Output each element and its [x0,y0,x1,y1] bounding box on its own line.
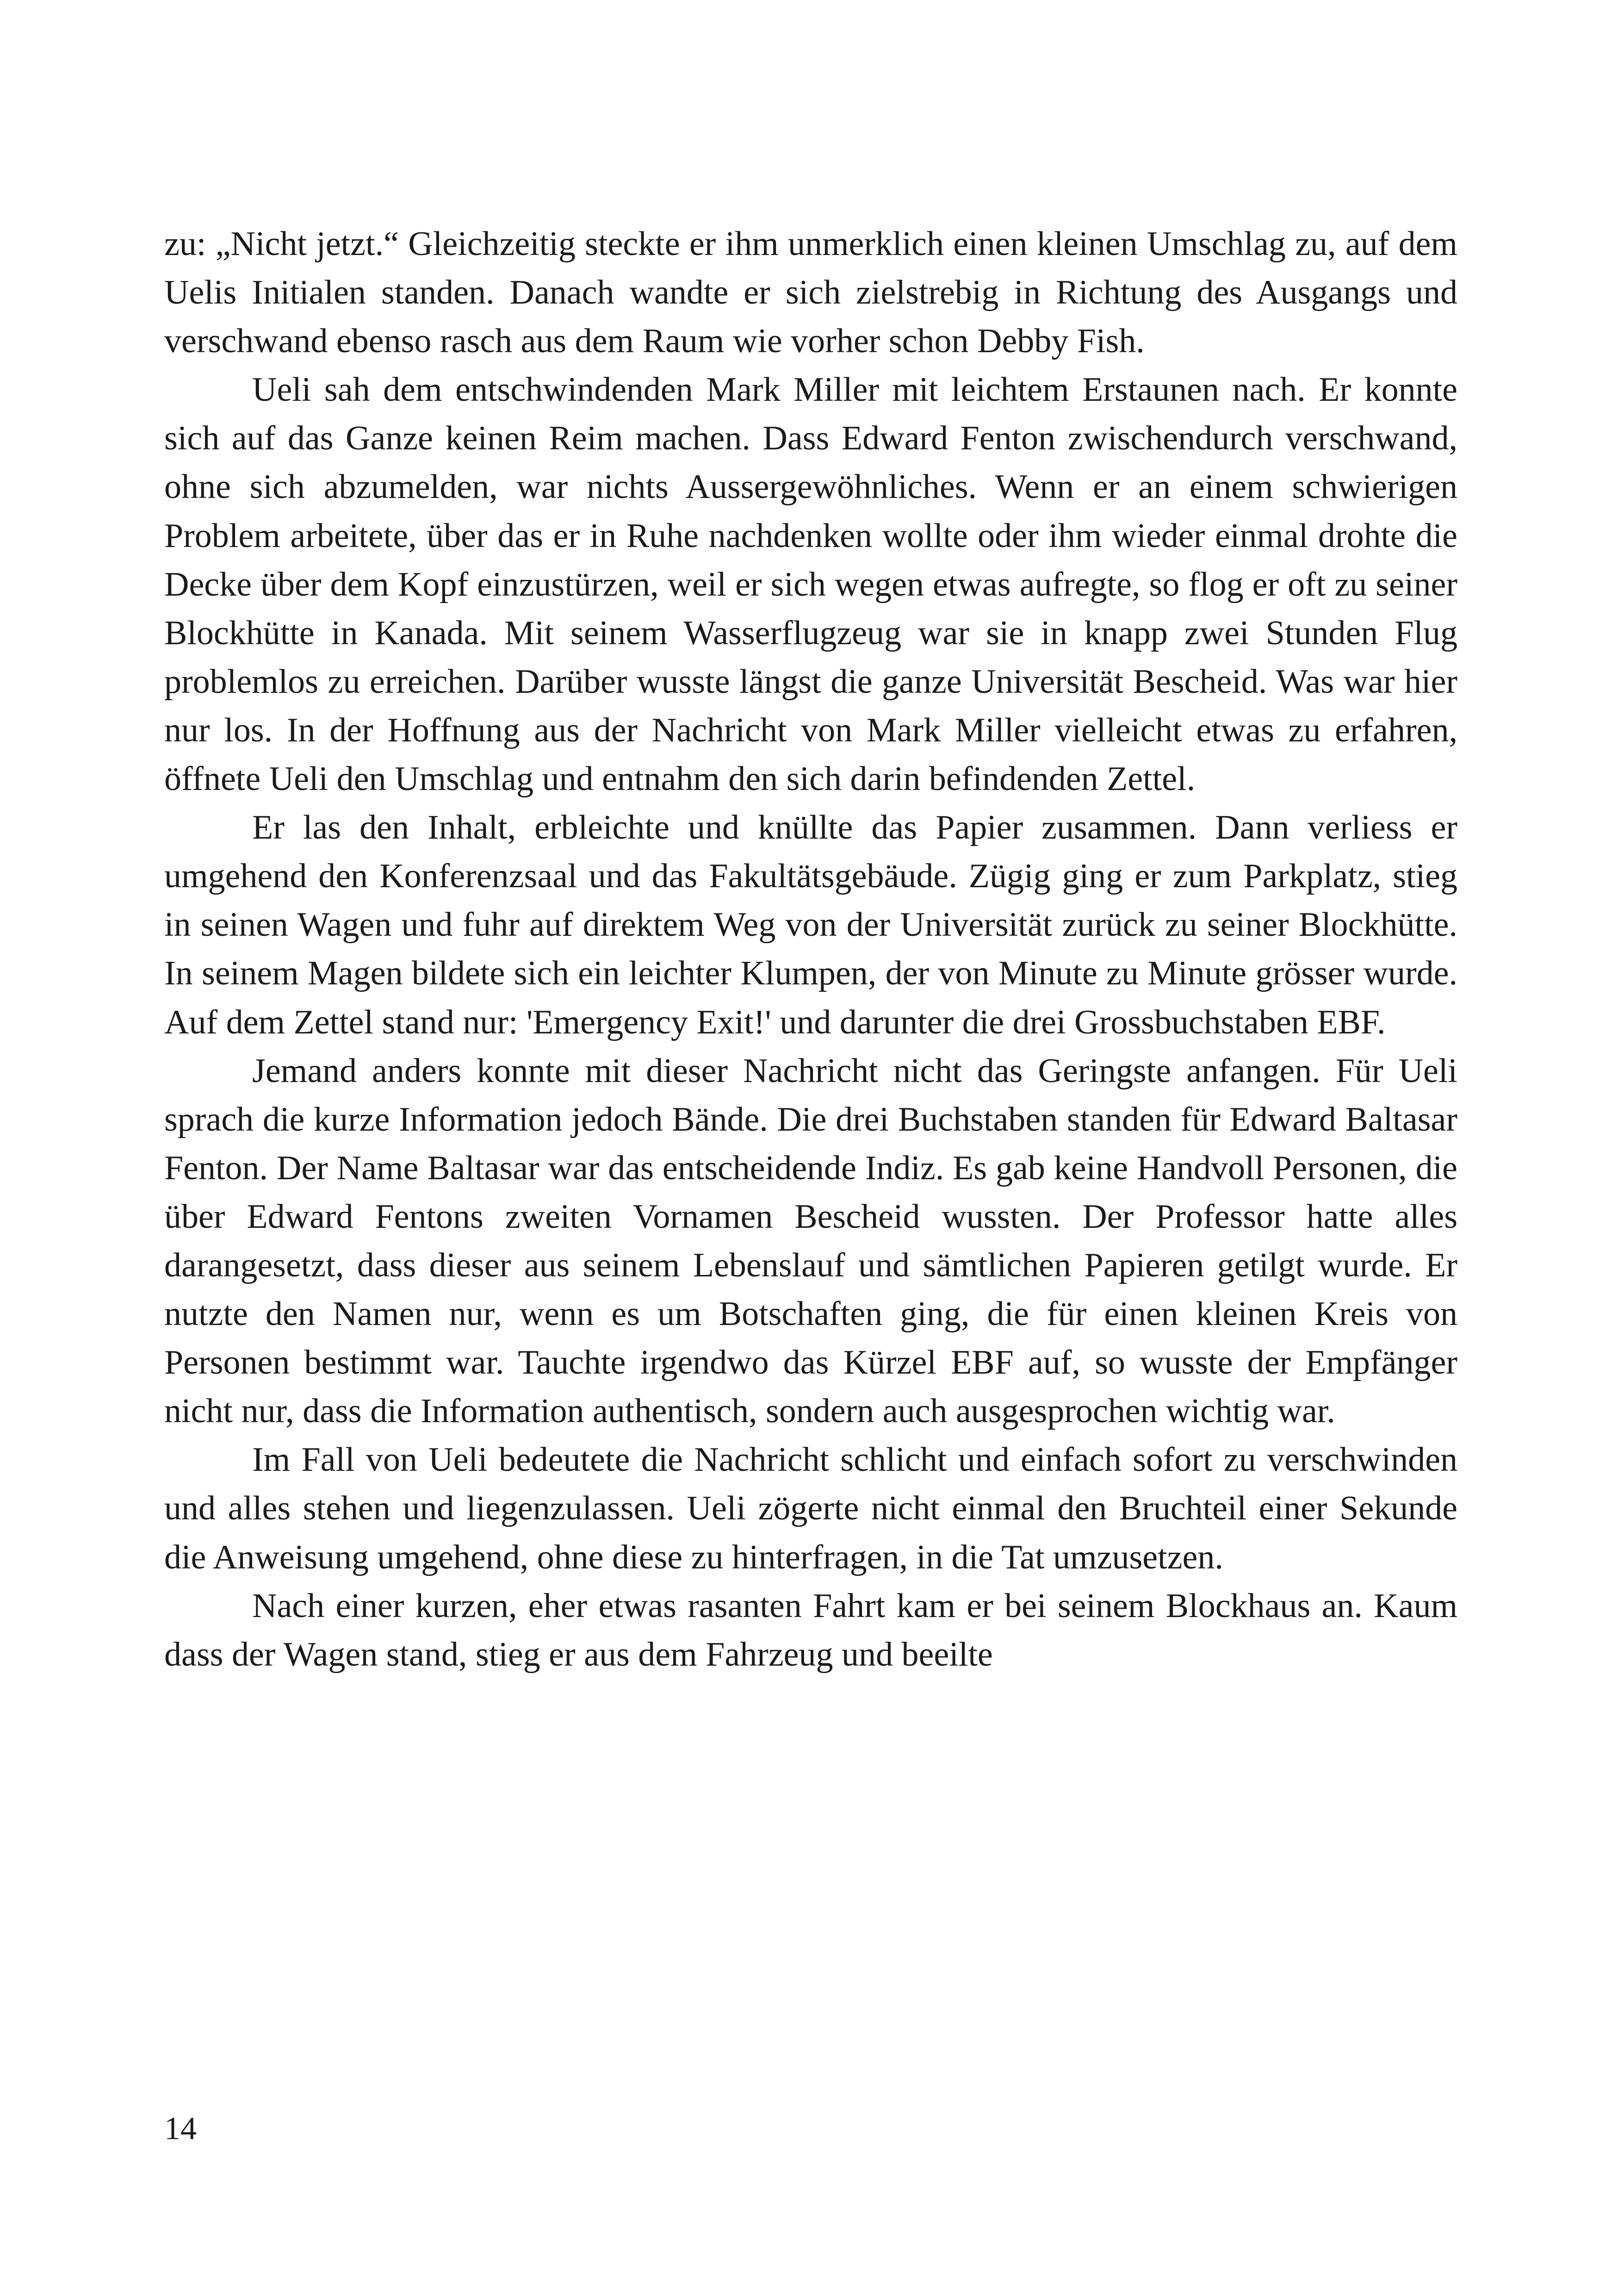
paragraph: zu: „Nicht jetzt.“ Gleichzeitig steckte er ihm unmerklich einen kleinen Umschlag zu, auf dem Uelis Initialen standen. Danach wandte er sich zielstrebig in Richtung des Ausgangs und verschwand ebenso rasch aus dem Raum wie vorher schon Debby Fish. [164,225,1457,361]
paragraph: Jemand anders konnte mit dieser Nachricht nicht das Geringste anfangen. Für Ueli sprach die kurze Information jedoch Bände. Die drei Buchstaben standen für Edward Baltasar Fenton. Der Name Baltasar war das entscheidende Indiz. Es gab keine Handvoll Personen, die über Edward Fentons zweiten Vornamen Bescheid wussten. Der Professor hatte alles darangesetzt, dass dieser aus seinem Lebenslauf und sämtlichen Papieren getilgt wurde. Er nutzte den Namen nur, wenn es um Botschaften ging, die für einen kleinen Kreis von Personen bestimmt war. Tauchte irgendwo das Kürzel EBF auf, so wusste der Empfänger nicht nur, dass die Information authentisch, sondern auch ausgesprochen wichtig war. [164,1052,1457,1431]
paragraph: Er las den Inhalt, erbleichte und knüllte das Papier zusammen. Dann verliess er umgehend den Konferenzsaal und das Fakultätsgebäude. Zügig ging er zum Parkplatz, stieg in seinen Wagen und fuhr auf direktem Weg von der Universität zurück zu seiner Blockhütte. In seinem Magen bildete sich ein leichter Klumpen, der von Minute zu Minute grösser wurde. Auf dem Zettel stand nur: 'Emergency Exit!' und darunter die drei Grossbuchstaben EBF. [164,809,1457,1041]
paragraph: Ueli sah dem entschwindenden Mark Miller mit leichtem Erstaunen nach. Er konnte sich auf das Ganze keinen Reim machen. Dass Edward Fenton zwischendurch verschwand, ohne sich abzumelden, war nichts Aussergewöhnliches. Wenn er an einem schwierigen Problem arbeitete, über das er in Ruhe nachdenken wollte oder ihm wieder einmal drohte die Decke über dem Kopf einzustürzen, weil er sich wegen etwas aufregte, so flog er oft zu seiner Blockhütte in Kanada. Mit seinem Wasserflugzeug war sie in knapp zwei Stunden Flug problemlos zu erreichen. Darüber wusste längst die ganze Universität Bescheid. Was war hier nur los. In der Hoffnung aus der Nachricht von Mark Miller vielleicht etwas zu erfahren, öffnete Ueli den Umschlag und entnahm den sich darin befindenden Zettel. [164,371,1457,798]
paragraph: Im Fall von Ueli bedeutete die Nachricht schlicht und einfach sofort zu verschwinden und alles stehen und liegenzulassen. Ueli zögerte nicht einmal den Bruchteil einer Sekunde die Anweisung umgehend, ohne diese zu hinterfragen, in die Tat umzusetzen. [164,1441,1457,1576]
page-number: 14 [164,2111,197,2147]
body-text [164,220,1457,1679]
paragraph: Nach einer kurzen, eher etwas rasanten Fahrt kam er bei seinem Blockhaus an. Kaum dass der Wagen stand, stieg er aus dem Fahrzeug und beeilte [164,1587,1457,1674]
